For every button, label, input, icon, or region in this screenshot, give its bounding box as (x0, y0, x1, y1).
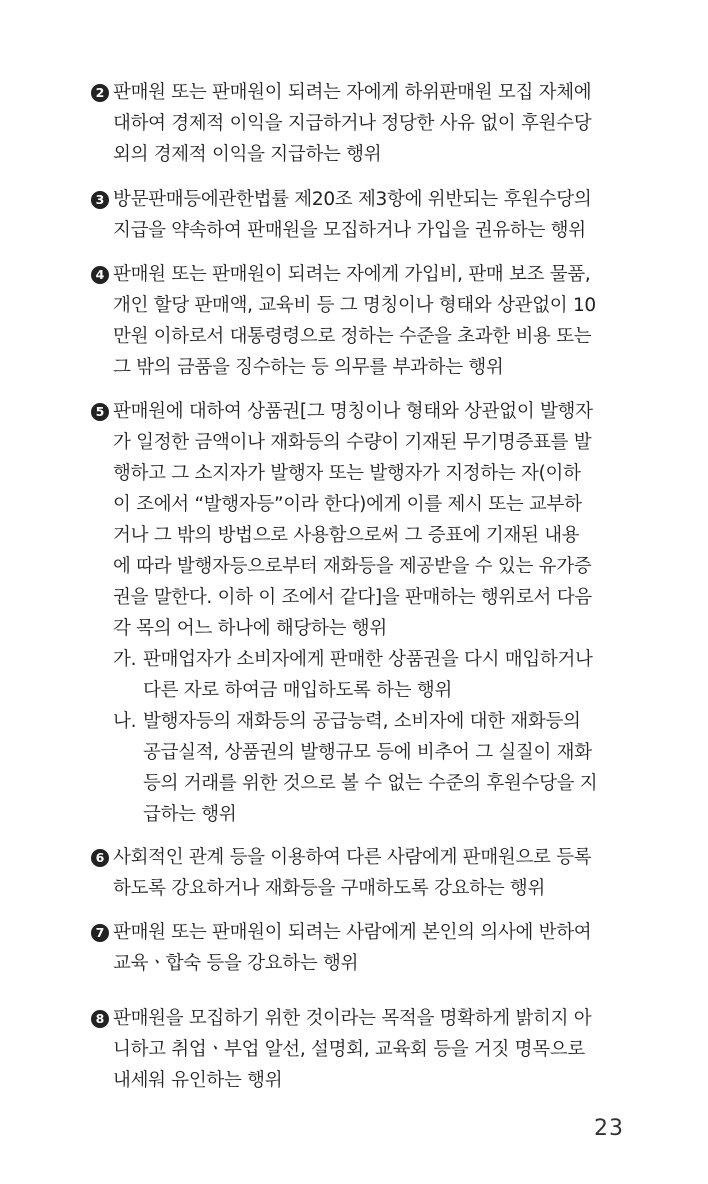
item-number-badge: 3 (91, 191, 109, 209)
subitem-text-line: 급하는 행위 (143, 804, 237, 825)
subitem-text-line: 다른 자로 하여금 매입하도록 하는 행위 (143, 680, 453, 701)
item-text-line: 내세워 유인하는 행위 (113, 1070, 283, 1091)
item-number-badge: 2 (91, 84, 109, 102)
item-text-line: 판매원을 모집하기 위한 것이라는 목적을 명확하게 밝히지 아 (113, 1008, 592, 1029)
item-text-line: 에 따라 발행자등으로부터 재화등을 제공받을 수 있는 유가증 (113, 556, 592, 577)
item-text-line: 만원 이하로서 대통령령으로 정하는 수준을 초과한 비용 또는 (113, 326, 592, 347)
item-text-line: 지급을 약속하여 판매원을 모집하거나 가입을 권유하는 행위 (113, 220, 586, 241)
subitem-text-line: 판매업자가 소비자에게 판매한 상품권을 다시 매입하거나 (143, 649, 593, 670)
item-number-badge: 8 (91, 1010, 109, 1028)
item-text-line: 이 조에서 “발행자등”이라 한다)에게 이를 제시 또는 교부하 (113, 494, 582, 515)
item-text-line: 판매원 또는 판매원이 되려는 사람에게 본인의 의사에 반하여 (113, 922, 592, 943)
item-text-line: 방문판매등에관한법률 제20조 제3항에 위반되는 후원수당의 (113, 189, 592, 210)
item-text-line: 니하고 취업ㆍ부업 알선, 설명회, 교육회 등을 거짓 명목으로 (113, 1039, 585, 1060)
item-text-line: 사회적인 관계 등을 이용하여 다른 사람에게 판매원으로 등록 (113, 847, 592, 868)
item-text-line: 대하여 경제적 이익을 지급하거나 정당한 사유 없이 후원수당 (113, 113, 592, 134)
item-number-badge: 5 (91, 403, 109, 421)
subitem-text-line: 발행자등의 재화등의 공급능력, 소비자에 대한 재화등의 (143, 711, 581, 732)
item-text-line: 외의 경제적 이익을 지급하는 행위 (113, 144, 382, 165)
item-text-line: 그 밖의 금품을 징수하는 등 의무를 부과하는 행위 (113, 357, 504, 378)
item-text-line: 하도록 강요하거나 재화등을 구매하도록 강요하는 행위 (113, 878, 546, 899)
subitem-label: 나. (113, 711, 137, 732)
page-number: 23 (594, 1116, 624, 1141)
item-number-badge: 7 (91, 924, 109, 942)
item-text-line: 각 목의 어느 하나에 해당하는 행위 (113, 618, 387, 639)
item-text-line: 판매원 또는 판매원이 되려는 자에게 가입비, 판매 보조 물품, (113, 264, 591, 285)
subitem-text-line: 등의 거래를 위한 것으로 볼 수 없는 수준의 후원수당을 지 (143, 773, 598, 794)
item-text-line: 판매원 또는 판매원이 되려는 자에게 하위판매원 모집 자체에 (113, 82, 592, 103)
item-text-line: 행하고 그 소지자가 발행자 또는 발행자가 지정하는 자(이하 (113, 463, 581, 484)
item-text-line: 개인 할당 판매액, 교육비 등 그 명칭이나 형태와 상관없이 10 (113, 295, 596, 316)
item-text-line: 교육ㆍ합숙 등을 강요하는 행위 (113, 953, 359, 974)
item-text-line: 가 일정한 금액이나 재화등의 수량이 기재된 무기명증표를 발 (113, 432, 592, 453)
item-text-line: 권을 말한다. 이하 이 조에서 같다]을 판매하는 행위로서 다음 (113, 587, 592, 608)
item-number-badge: 6 (91, 849, 109, 867)
item-text-line: 판매원에 대하여 상품권[그 명칭이나 형태와 상관없이 발행자 (113, 401, 593, 422)
subitem-label: 가. (113, 649, 137, 670)
subitem-text-line: 공급실적, 상품권의 발행규모 등에 비추어 그 실질이 재화 (143, 742, 592, 763)
item-number-badge: 4 (91, 266, 109, 284)
item-text-line: 거나 그 밖의 방법으로 사용함으로써 그 증표에 기재된 내용 (113, 525, 580, 546)
